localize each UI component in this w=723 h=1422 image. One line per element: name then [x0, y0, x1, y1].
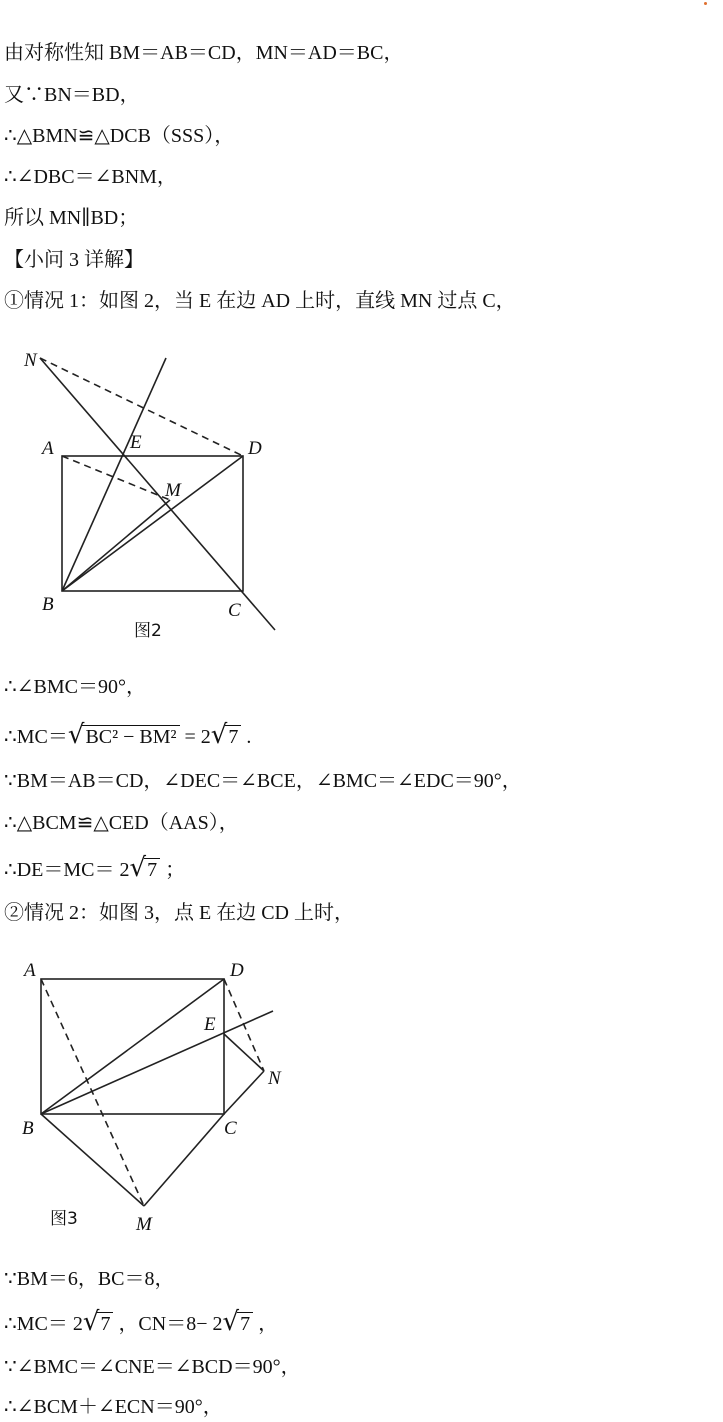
text-line-12 — [4, 852, 185, 886]
text-line-2: 又∵BN＝BD， — [4, 84, 140, 106]
fig2-label-D: D — [248, 438, 262, 459]
l9-pre: ∴MC＝ — [4, 726, 68, 748]
text-line-16: ∵∠BMC＝∠CNE＝∠BCD＝90°， — [4, 1356, 301, 1378]
corner-dot — [704, 2, 707, 5]
l12-radicand: 7 — [144, 858, 160, 881]
sqrt-sign: √ — [129, 853, 147, 883]
fig2-dashed-AM — [62, 456, 170, 500]
fig3-label-N: N — [268, 1068, 281, 1089]
l15-end: ， — [253, 1313, 279, 1335]
l15-mid: ，CN＝8− 2 — [113, 1313, 223, 1335]
sqrt-sign: √ — [82, 1307, 100, 1337]
fig2-label-B: B — [42, 594, 54, 615]
fig3-label-E: E — [204, 1014, 216, 1035]
l15-radicand-2: 7 — [237, 1312, 253, 1335]
fig3-line-MC — [144, 1114, 224, 1206]
text-line-17: ∴∠BCM＋∠ECN＝90°， — [4, 1396, 223, 1418]
fig3-label-B: B — [22, 1118, 34, 1139]
text-line-10: ∵BM＝AB＝CD，∠DEC＝∠BCE，∠BMC＝∠EDC＝90°， — [4, 770, 522, 792]
fig3-line-BM — [41, 1114, 144, 1206]
case-2-line: ②情况 2：如图 3，点 E 在边 CD 上时， — [4, 902, 354, 924]
l9-post: = 2 — [179, 726, 211, 748]
l15-pre: ∴MC＝ 2 — [4, 1313, 83, 1335]
l12-pre: ∴DE＝MC＝ 2 — [4, 859, 130, 881]
text-line-14: ∵BM＝6，BC＝8， — [4, 1268, 175, 1290]
fig3-dashed-AM — [41, 979, 144, 1206]
fig3-line-EN — [224, 1034, 264, 1071]
l15-radicand: 7 — [97, 1312, 113, 1335]
fig3-line-CN — [224, 1071, 264, 1114]
fig2-label-M: M — [165, 480, 181, 501]
l9-end: . — [241, 726, 252, 748]
sqrt-sign: √ — [67, 720, 85, 750]
fig2-line-NC — [40, 358, 275, 630]
fig2-line-BM — [62, 500, 170, 591]
fig3-dashed-DN — [224, 979, 264, 1071]
sqrt-sign: √ — [210, 720, 228, 750]
text-line-3: ∴△BMN≌△DCB（SSS）， — [4, 125, 235, 147]
fig3-caption: 图3 — [50, 1209, 78, 1229]
l9-radicand: BC² − BM² — [82, 725, 179, 748]
l12-end: ； — [160, 859, 186, 881]
fig3-label-A: A — [24, 960, 36, 981]
case-1-line: ①情况 1：如图 2，当 E 在边 AD 上时，直线 MN 过点 C， — [4, 290, 516, 312]
fig3-label-C: C — [224, 1118, 237, 1139]
fig2-caption: 图2 — [134, 621, 162, 641]
fig2-line-BE — [62, 358, 166, 591]
fig3-line-BD — [41, 979, 224, 1114]
fig2-label-N: N — [24, 350, 37, 371]
text-line-9 — [4, 718, 251, 754]
text-line-4: ∴∠DBC＝∠BNM， — [4, 166, 177, 188]
fig2-label-A: A — [42, 438, 54, 459]
figure-3 — [0, 950, 300, 1240]
text-line-15 — [4, 1306, 278, 1340]
text-line-11: ∴△BCM≌△CED（AAS）， — [4, 812, 239, 834]
fig3-label-M: M — [136, 1214, 152, 1235]
fig2-label-C: C — [228, 600, 241, 621]
fig2-line-BD — [62, 456, 243, 591]
l9-radicand-2: 7 — [225, 725, 241, 748]
fig2-label-E: E — [130, 432, 142, 453]
text-line-8: ∴∠BMC＝90°， — [4, 676, 146, 698]
fig3-label-D: D — [230, 960, 244, 981]
text-line-1: 由对称性知 BM＝AB＝CD，MN＝AD＝BC， — [4, 42, 404, 64]
text-line-5: 所以 MN∥BD； — [4, 207, 139, 229]
sqrt-sign: √ — [222, 1307, 240, 1337]
figure-2 — [0, 340, 300, 650]
section-heading: 【小问 3 详解】 — [4, 249, 144, 271]
